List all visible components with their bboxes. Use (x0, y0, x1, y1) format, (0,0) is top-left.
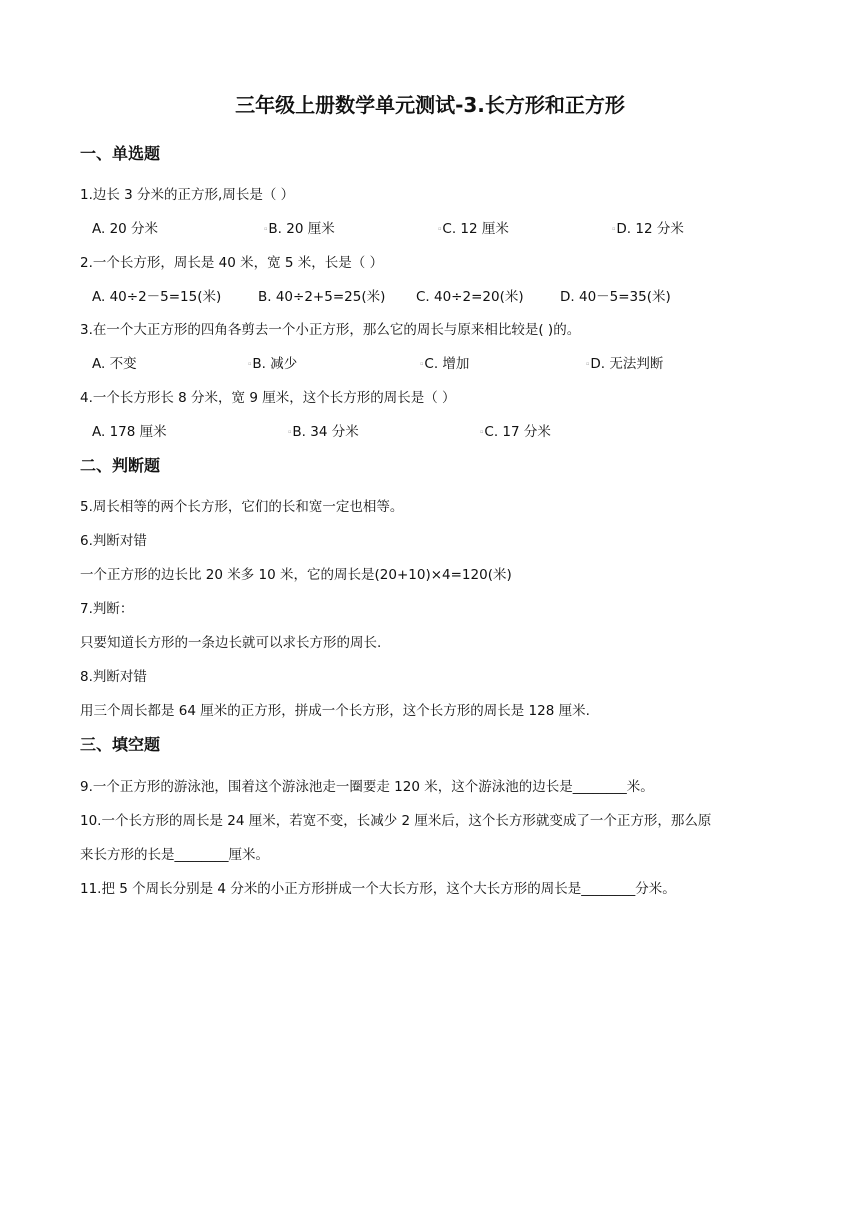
question-1-option-b-label: B. 20 厘米 (268, 221, 335, 237)
question-10-line-2: 来长方形的长是________厘米。 (80, 847, 269, 863)
question-8-statement: 用三个周长都是 64 厘米的正方形，拼成一个长方形，这个长方形的周长是 128 厘米. (80, 703, 590, 719)
question-4: 4.一个长方形长 8 分米，宽 9 厘米，这个长方形的周长是（ ） (80, 390, 456, 406)
question-3-option-c: ▫C. 增加 (420, 356, 470, 372)
question-3-option-b-label: B. 减少 (252, 356, 298, 372)
question-4-option-a: A. 178 厘米 (92, 424, 167, 440)
question-4-option-c: ▫C. 17 分米 (480, 424, 551, 440)
question-1: 1.边长 3 分米的正方形,周长是（ ） (80, 187, 295, 203)
question-1-option-a: A. 20 分米 (92, 221, 159, 237)
question-1-option-b: ▫B. 20 厘米 (264, 221, 335, 237)
question-2-option-a: A. 40÷2－5=15(米) (92, 289, 222, 305)
question-1-option-c-label: C. 12 厘米 (442, 221, 509, 237)
section-heading-fill-blank: 三、填空题 (80, 735, 161, 754)
question-2-option-d: D. 40－5=35(米) (560, 289, 671, 305)
question-6: 6.判断对错 (80, 533, 147, 549)
question-9: 9.一个正方形的游泳池，围着这个游泳池走一圈要走 120 米，这个游泳池的边长是________米。 (80, 779, 654, 795)
section-heading-true-false: 二、判断题 (80, 456, 161, 475)
question-2-option-c: C. 40÷2=20(米) (416, 289, 524, 305)
question-3-option-c-label: C. 增加 (424, 356, 470, 372)
question-7-statement: 只要知道长方形的一条边长就可以求长方形的周长. (80, 635, 382, 651)
question-3-option-d-label: D. 无法判断 (590, 356, 664, 372)
question-3-options (92, 354, 792, 374)
page-title: 三年级上册数学单元测试-3.长方形和正方形 (235, 93, 625, 117)
question-4-options (92, 422, 792, 442)
question-1-options (92, 219, 792, 239)
question-5: 5.周长相等的两个长方形，它们的长和宽一定也相等。 (80, 499, 404, 515)
question-2-option-b: B. 40÷2+5=25(米) (258, 289, 386, 305)
question-8: 8.判断对错 (80, 669, 147, 685)
question-2: 2.一个长方形，周长是 40 米，宽 5 米，长是（ ） (80, 255, 384, 271)
question-1-option-d: ▫D. 12 分米 (612, 221, 684, 237)
question-6-statement: 一个正方形的边长比 20 米多 10 米，它的周长是(20+10)×4=120(米) (80, 567, 512, 583)
question-1-option-c: ▫C. 12 厘米 (438, 221, 509, 237)
question-4-option-b-label: B. 34 分米 (292, 424, 359, 440)
question-4-option-c-label: C. 17 分米 (484, 424, 551, 440)
question-4-option-b: ▫B. 34 分米 (288, 424, 359, 440)
question-3-option-d: ▫D. 无法判断 (586, 356, 664, 372)
section-heading-single-choice: 一、单选题 (80, 144, 161, 163)
question-10-line-1: 10.一个长方形的周长是 24 厘米，若宽不变，长减少 2 厘米后，这个长方形就变成了一个正方形，那么原 (80, 813, 712, 829)
question-3-option-b: ▫B. 减少 (248, 356, 298, 372)
question-2-options (92, 287, 792, 307)
question-3: 3.在一个大正方形的四角各剪去一个小正方形，那么它的周长与原来相比较是( )的。 (80, 322, 581, 338)
question-1-option-d-label: D. 12 分米 (616, 221, 684, 237)
question-11: 11.把 5 个周长分别是 4 分米的小正方形拼成一个大长方形，这个大长方形的周长是________分米。 (80, 881, 676, 897)
question-3-option-a: A. 不变 (92, 356, 137, 372)
question-7: 7.判断： (80, 601, 134, 617)
